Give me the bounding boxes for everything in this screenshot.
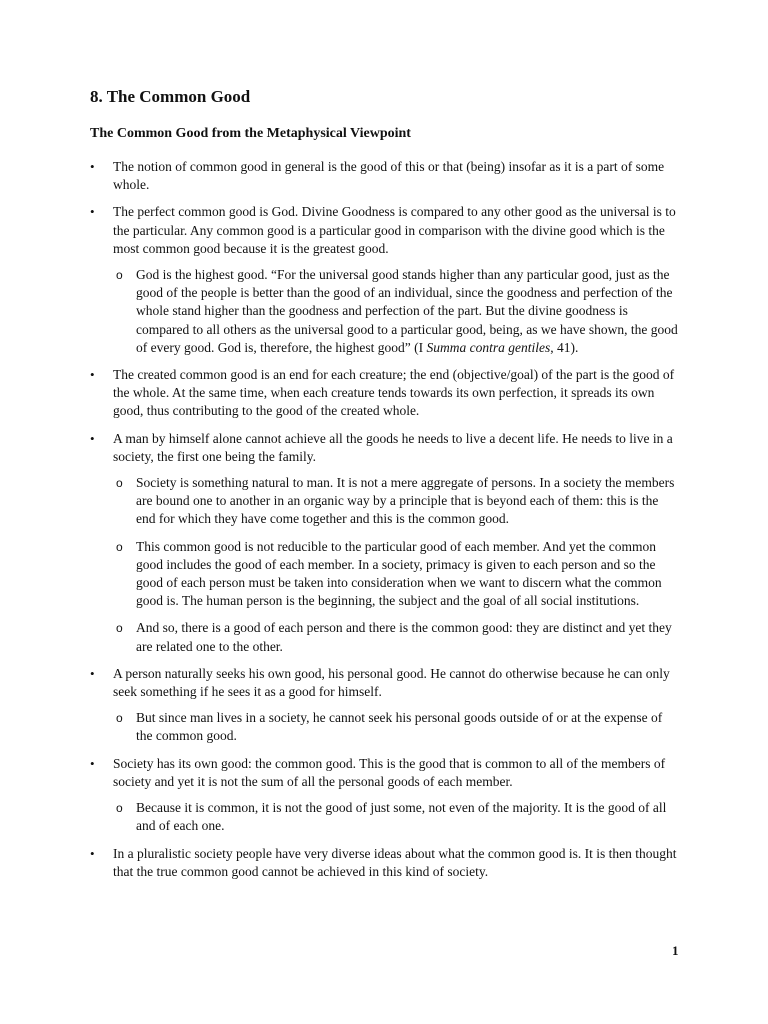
bullet-item: [90, 158, 680, 194]
bullet-text: A person naturally seeks his own good, his personal good. He cannot do otherwise because he can only seek something if he sees it as a good for himself.: [113, 665, 670, 700]
sub-bullet-icon: o: [116, 711, 123, 726]
bullet-item: [90, 430, 680, 656]
bullet-item: [90, 755, 680, 836]
bullet-text: The created common good is an end for each creature; the end (objective/goal) of the part is the good of the whole. At the same time, when each creature tends towards its own perfection, it spreads its own good, thus contributing to the good of the created whole.: [113, 367, 675, 419]
bullet-icon: •: [90, 367, 95, 383]
sub-bullet-icon: o: [116, 621, 123, 636]
bullet-item: [90, 203, 680, 357]
bullet-icon: •: [90, 159, 95, 174]
bullet-icon: •: [90, 430, 95, 446]
sub-bullet-text: But since man lives in a society, he cannot seek his personal goods outside of or at the expense of the common good.: [136, 710, 663, 744]
sub-bullet-item: [113, 266, 680, 357]
bullet-item: [90, 665, 680, 746]
bullet-item: [90, 366, 680, 421]
page-number: 1: [672, 943, 679, 958]
section-title: The Common Good from the Metaphysical Viewpoint: [90, 126, 411, 141]
sub-bullet-icon: o: [116, 476, 123, 491]
sub-bullet-text: God is the highest good. “For the universal good stands higher than any particular good, just as the good of the people is better than the good of an individual, since the goodness and perfection of the whole stand higher than the goodness and perfection of the part. But the divine goodness is compared to all others as the universal good to a particular good, being, as we have shown, the good of every good. God is, therefore, the highest good” (I: [136, 267, 678, 355]
sub-bullet-text: Because it is common, it is not the good of just some, not even of the majority. It is the good of all and of each one.: [136, 800, 667, 834]
bullet-list: [90, 158, 680, 881]
sub-bullet-text-end: , 41).: [550, 339, 579, 355]
sub-bullet-text: This common good is not reducible to the particular good of each member. And yet the common good includes the good of each member. In a society, primacy is given to each person and so the good of each person must be taken into consideration when we want to discern what the common good is. The human person is the beginning, the subject and the goal of all social institutions.: [136, 538, 662, 609]
sub-bullet-list: [113, 474, 680, 656]
sub-bullet-text: Society is something natural to man. It is not a mere aggregate of persons. In a society the members are bound one to another in an organic way by a principle that is beyond each of them: this is the end for which they have come together and this is the common good.: [136, 475, 675, 527]
sub-bullet-item: [113, 474, 680, 529]
sub-bullet-item: [113, 709, 680, 745]
sub-bullet-item: [113, 619, 680, 655]
sub-bullet-icon: o: [116, 801, 123, 816]
citation-title: Summa contra gentiles: [426, 339, 551, 355]
bullet-icon: •: [90, 204, 95, 220]
bullet-text: A man by himself alone cannot achieve all the goods he needs to live a decent life. He needs to live in a society, the first one being the family.: [113, 430, 673, 464]
bullet-text: The perfect common good is God. Divine Goodness is compared to any other good as the universal is to the particular. Any common good is a particular good in comparison with the divine good which is the most common good because it is the greatest good.: [113, 204, 676, 256]
bullet-text: In a pluralistic society people have very diverse ideas about what the common good is. It is then thought that the true common good cannot be achieved in this kind of society.: [113, 845, 677, 879]
sub-bullet-list: [113, 709, 680, 745]
bullet-text: The notion of common good in general is the good of this or that (being) insofar as it is a part of some whole.: [113, 159, 665, 193]
sub-bullet-list: [113, 799, 680, 835]
chapter-title: 8. The Common Good: [90, 87, 251, 106]
bullet-icon: •: [90, 755, 95, 771]
sub-bullet-icon: o: [116, 539, 123, 554]
document-body: [90, 86, 680, 890]
sub-bullet-text: And so, there is a good of each person and there is the common good: they are distinct and yet they are related one to the other.: [136, 620, 672, 654]
sub-bullet-item: [113, 799, 680, 835]
bullet-icon: •: [90, 665, 95, 681]
bullet-text: Society has its own good: the common good. This is the good that is common to all of the members of society and yet it is not the sum of all the personal goods of each member.: [113, 755, 666, 789]
sub-bullet-list: [113, 266, 680, 357]
bullet-icon: •: [90, 845, 95, 861]
sub-bullet-item: [113, 538, 680, 611]
sub-bullet-icon: o: [116, 268, 123, 283]
bullet-item: [90, 845, 680, 881]
